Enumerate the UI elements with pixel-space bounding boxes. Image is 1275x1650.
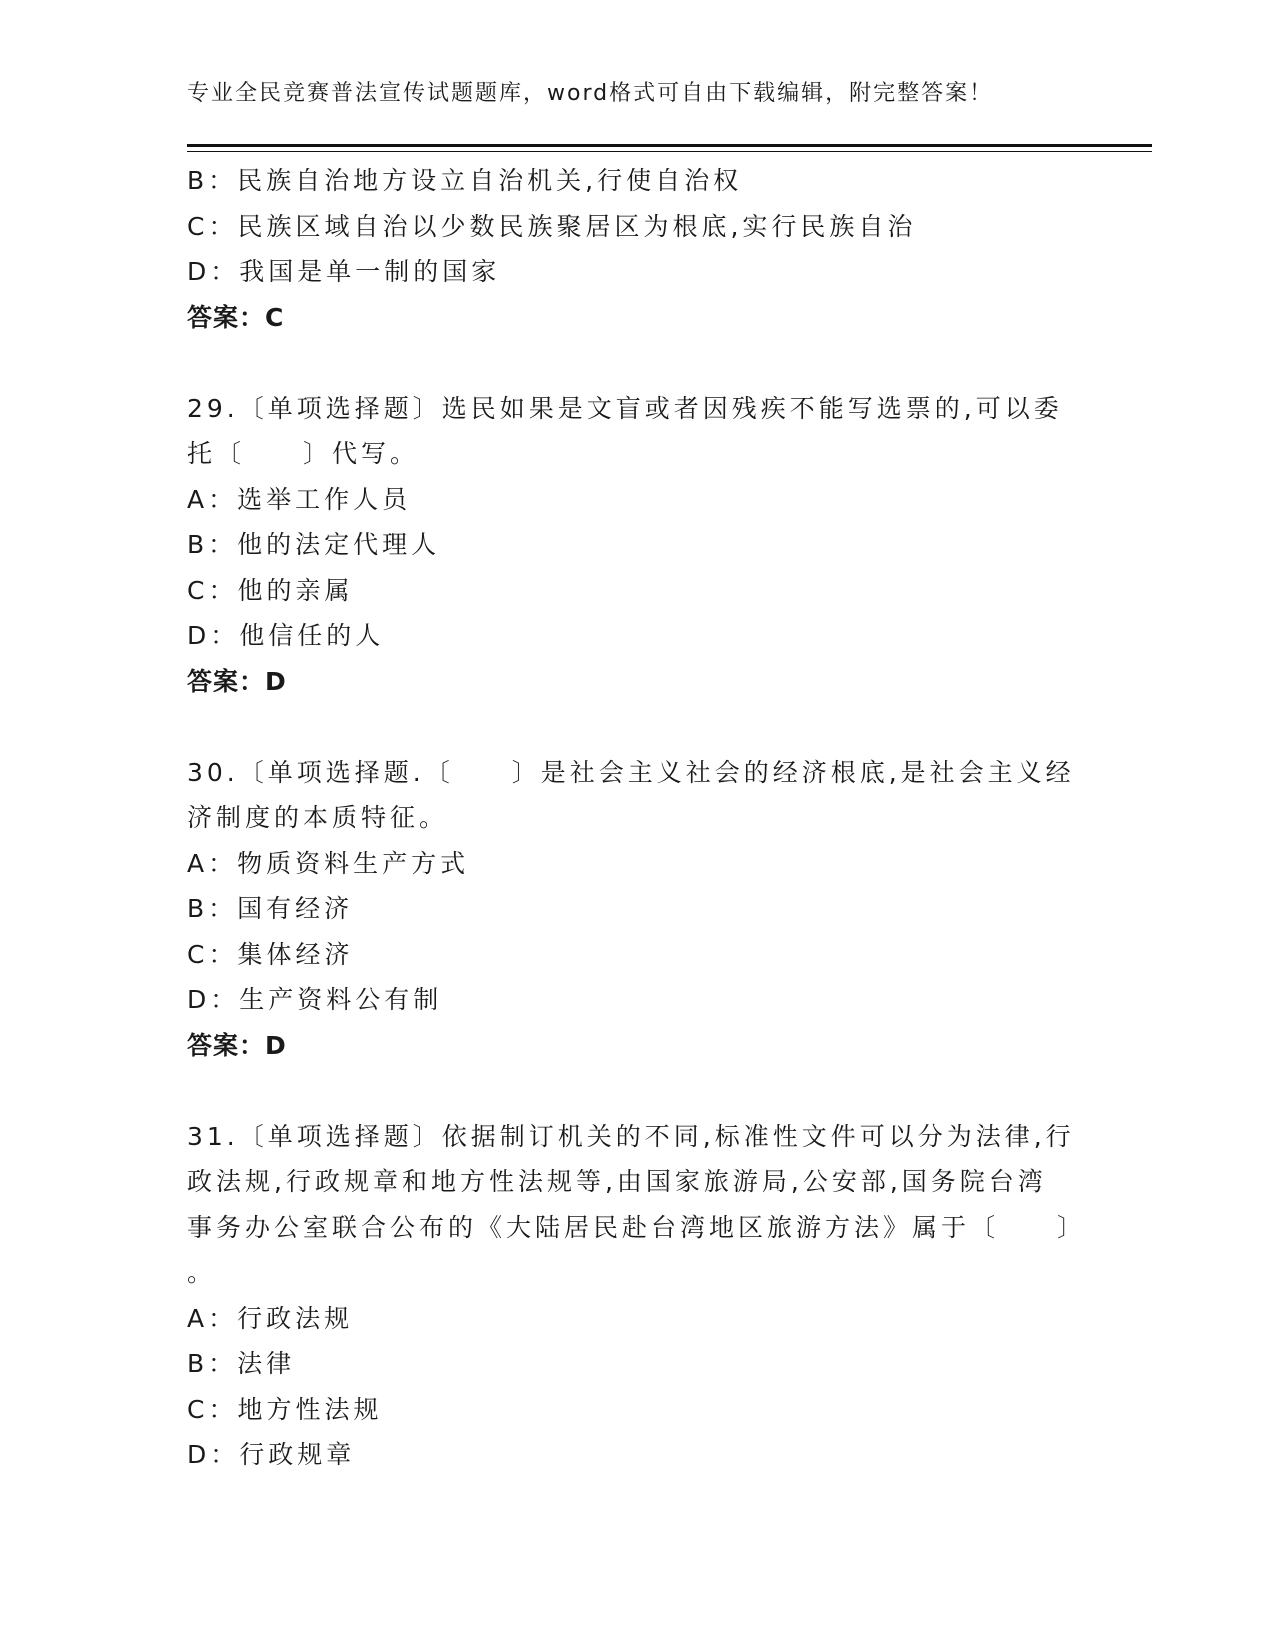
option-text: 物质资料生产方式 xyxy=(237,848,470,878)
option-line xyxy=(187,1341,1087,1387)
option-line xyxy=(187,1432,1087,1478)
document-content xyxy=(187,158,1087,1478)
question-stem-line: 托〔 〕代写。 xyxy=(187,439,420,468)
option-label: A： xyxy=(187,1303,238,1333)
option-line xyxy=(187,1296,1087,1342)
prev-question-options xyxy=(187,158,1087,340)
option-label: B： xyxy=(187,530,238,559)
option-text: 行政规章 xyxy=(239,1440,356,1469)
option-text: 我国是单一制的国家 xyxy=(239,257,501,286)
option-line xyxy=(187,204,1087,250)
page-header: 专业全民竞赛普法宣传试题题库，word格式可自由下载编辑，附完整答案！ xyxy=(187,81,994,106)
question-stem-line: 济制度的本质特征。 xyxy=(187,803,449,832)
option-text: 地方性法规 xyxy=(237,1394,383,1424)
question-stem-line: 。 xyxy=(187,1258,217,1287)
option-label: C： xyxy=(187,1394,238,1424)
option-line xyxy=(187,1387,1087,1433)
question-stem-line: 29.〔单项选择题〕选民如果是文盲或者因残疾不能写选票的,可以委 xyxy=(187,393,1063,423)
option-label: C： xyxy=(187,939,238,969)
option-label: A： xyxy=(187,484,238,514)
option-text: 他的亲属 xyxy=(237,575,354,605)
option-text: 法律 xyxy=(237,1349,296,1378)
option-text: 民族区域自治以少数民族聚居区为根底,实行民族自治 xyxy=(237,211,917,241)
option-line xyxy=(187,977,1087,1023)
option-line xyxy=(187,932,1087,978)
option-label: C： xyxy=(187,211,238,241)
question-stem-line: 政法规,行政规章和地方性法规等,由国家旅游局,公安部,国务院台湾 xyxy=(187,1167,1047,1196)
option-label: A： xyxy=(187,848,238,878)
option-text: 民族自治地方设立自治机关,行使自治权 xyxy=(237,166,743,195)
option-label: B： xyxy=(187,894,238,923)
option-line xyxy=(187,841,1087,887)
option-text: 生产资料公有制 xyxy=(239,985,443,1014)
option-line xyxy=(187,522,1087,568)
option-text: 行政法规 xyxy=(237,1303,354,1333)
option-text: 集体经济 xyxy=(237,939,354,969)
answer-line: 答案：D xyxy=(187,1030,287,1060)
question-30 xyxy=(187,750,1087,1069)
option-label: C： xyxy=(187,575,238,605)
option-line xyxy=(187,886,1087,932)
option-line xyxy=(187,158,1087,204)
option-text: 他信任的人 xyxy=(239,621,385,650)
question-31 xyxy=(187,1114,1087,1478)
option-line xyxy=(187,568,1087,614)
option-label: D： xyxy=(187,1440,240,1469)
option-line xyxy=(187,249,1087,295)
option-label: D： xyxy=(187,985,240,1014)
question-stem-line: 31.〔单项选择题〕依据制订机关的不同,标准性文件可以分为法律,行 xyxy=(187,1121,1075,1151)
question-stem-line: 30.〔单项选择题.〔 〕是社会主义社会的经济根底,是社会主义经 xyxy=(187,757,1075,787)
option-label: D： xyxy=(187,621,240,650)
option-text: 他的法定代理人 xyxy=(237,530,441,559)
option-label: B： xyxy=(187,166,238,195)
header-rule-thick xyxy=(187,144,1152,147)
option-text: 选举工作人员 xyxy=(237,484,412,514)
option-text: 国有经济 xyxy=(237,894,354,923)
question-29 xyxy=(187,386,1087,705)
answer-line: 答案：C xyxy=(187,302,285,332)
header-rule-thin xyxy=(187,151,1152,152)
option-line xyxy=(187,477,1087,523)
answer-line: 答案：D xyxy=(187,666,287,696)
option-label: B： xyxy=(187,1349,238,1378)
option-label: D： xyxy=(187,257,240,286)
option-line xyxy=(187,613,1087,659)
question-stem-line: 事务办公室联合公布的《大陆居民赴台湾地区旅游方法》属于〔 〕 xyxy=(187,1212,1087,1242)
